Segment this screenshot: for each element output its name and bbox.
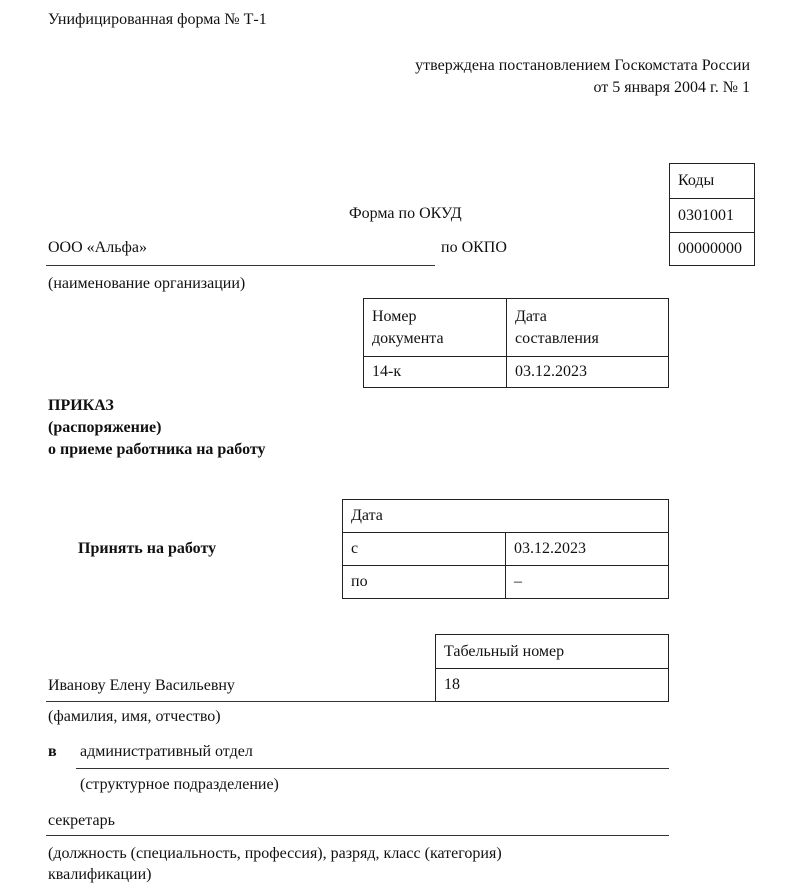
organization-underline xyxy=(46,265,435,266)
order-about: о приеме работника на работу xyxy=(48,441,266,458)
hire-to-label: по xyxy=(343,566,506,599)
document-table xyxy=(363,298,669,388)
position-caption-1: (должность (специальность, профессия), разряд, класс (категория) xyxy=(48,845,502,862)
tab-number: 18 xyxy=(436,669,669,702)
okud-label: Форма по ОКУД xyxy=(349,205,462,222)
form-title: Унифицированная форма № Т-1 xyxy=(48,11,267,28)
okpo-label: по ОКПО xyxy=(441,239,507,256)
hire-to-date: – xyxy=(506,566,669,599)
in-label: в xyxy=(48,743,57,760)
order-title: ПРИКАЗ xyxy=(48,397,114,414)
tab-number-table xyxy=(435,634,669,702)
position: секретарь xyxy=(48,812,115,829)
tab-number-header: Табельный номер xyxy=(436,635,669,669)
hire-date-header: Дата xyxy=(343,500,669,533)
okud-code: 0301001 xyxy=(670,199,755,233)
hire-from-date: 03.12.2023 xyxy=(506,533,669,566)
organization-name: ООО «Альфа» xyxy=(48,239,147,256)
doc-number-header: Номер документа xyxy=(364,299,507,357)
hire-date-table xyxy=(342,499,669,599)
okpo-code: 00000000 xyxy=(670,233,755,266)
department-caption: (структурное подразделение) xyxy=(80,776,279,793)
employee-name-caption: (фамилия, имя, отчество) xyxy=(48,708,221,725)
codes-table xyxy=(669,163,755,266)
employee-name: Иванову Елену Васильевну xyxy=(48,677,235,694)
approval-line-1: утверждена постановлением Госкомстата России xyxy=(415,57,750,74)
doc-date: 03.12.2023 xyxy=(507,357,669,388)
employee-name-underline xyxy=(46,701,435,702)
organization-caption: (наименование организации) xyxy=(48,275,246,292)
position-caption-2: квалификации) xyxy=(48,866,152,883)
doc-number: 14-к xyxy=(364,357,507,388)
department-underline xyxy=(76,768,669,769)
department: административный отдел xyxy=(80,743,253,760)
approval-line-2: от 5 января 2004 г. № 1 xyxy=(593,79,750,96)
codes-header: Коды xyxy=(670,164,755,199)
hire-label: Принять на работу xyxy=(78,540,217,557)
doc-date-header: Дата составления xyxy=(507,299,669,357)
position-underline xyxy=(46,835,669,836)
hire-from-label: с xyxy=(343,533,506,566)
order-subtitle: (распоряжение) xyxy=(48,419,162,436)
